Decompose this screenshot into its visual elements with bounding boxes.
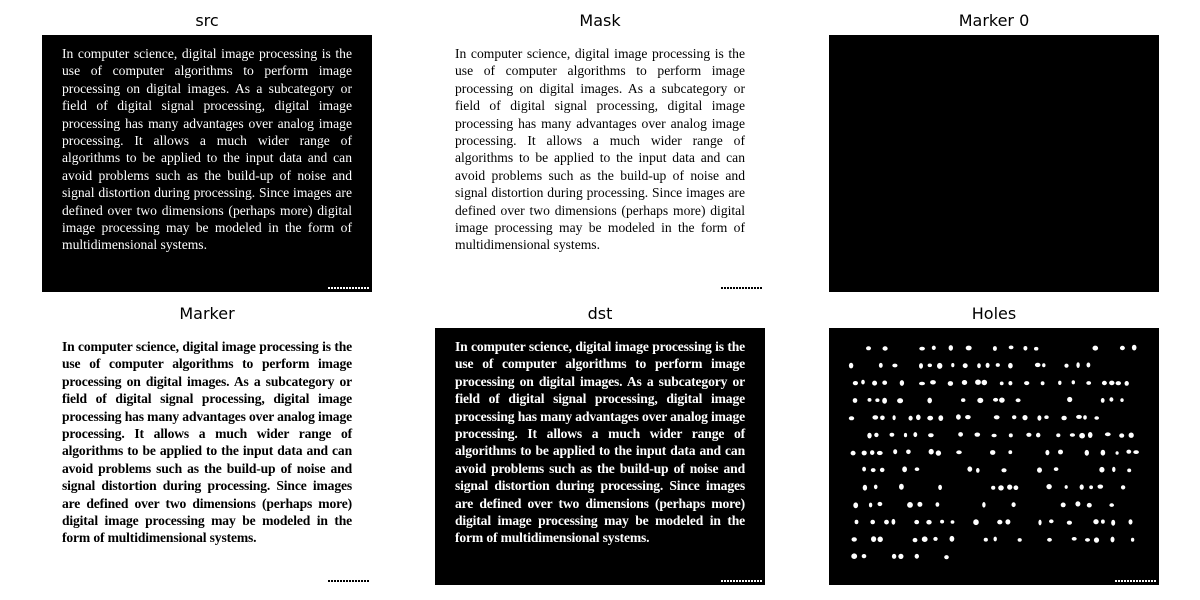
hole-blob bbox=[996, 363, 1000, 367]
hole-blob bbox=[919, 382, 925, 386]
hole-blob bbox=[993, 346, 997, 351]
hole-blob bbox=[866, 346, 871, 350]
hole-blob bbox=[916, 415, 921, 421]
hole-blob bbox=[982, 502, 985, 508]
dst-text: In computer science, digital image processing is the use of computer algorithms to perform image processing on digital images. As a subcategory or field of digital signal processing, digital image processing has many advantages over analog image processing. It allows a much wider range of algorithms to be applied to the input data and can avoid problems such as the build-up of noise and signal distortion during processing. Since images are defined over two dimensions (perhaps more) digital image processing may be modeled in the form of multidimensional systems. bbox=[455, 339, 745, 546]
hole-blob bbox=[1065, 485, 1068, 489]
hole-blob bbox=[1072, 380, 1075, 384]
hole-blob bbox=[1067, 397, 1072, 402]
hole-blob bbox=[1075, 501, 1080, 506]
hole-blob bbox=[1035, 363, 1041, 367]
hole-blob bbox=[986, 363, 990, 368]
hole-blob bbox=[1024, 381, 1029, 385]
hole-blob bbox=[1022, 415, 1027, 420]
hole-blob bbox=[927, 398, 932, 404]
hole-blob bbox=[853, 398, 858, 403]
hole-blob bbox=[869, 503, 872, 508]
holes-footer-mark bbox=[1115, 580, 1157, 582]
hole-blob bbox=[890, 433, 895, 437]
hole-blob bbox=[1093, 346, 1099, 351]
hole-blob bbox=[872, 381, 877, 386]
hole-blob bbox=[938, 485, 942, 490]
hole-blob bbox=[1088, 432, 1093, 438]
hole-blob bbox=[1086, 381, 1091, 385]
hole-blob bbox=[1016, 398, 1021, 402]
hole-blob bbox=[877, 451, 883, 455]
hole-blob bbox=[897, 398, 903, 403]
hole-blob bbox=[874, 433, 878, 437]
hole-blob bbox=[853, 502, 858, 508]
hole-blob bbox=[932, 346, 936, 350]
hole-blob bbox=[940, 520, 944, 524]
hole-blob bbox=[994, 537, 997, 542]
hole-blob bbox=[1121, 485, 1125, 489]
hole-blob bbox=[973, 519, 979, 525]
hole-blob bbox=[948, 381, 953, 386]
hole-blob bbox=[1008, 450, 1012, 454]
hole-blob bbox=[1101, 450, 1106, 456]
hole-blob bbox=[1083, 415, 1087, 419]
hole-blob bbox=[1119, 433, 1124, 437]
hole-blob bbox=[997, 520, 1002, 525]
hole-blob bbox=[1109, 503, 1114, 507]
hole-blob bbox=[1047, 538, 1052, 542]
hole-blob bbox=[991, 486, 995, 490]
hole-blob bbox=[1036, 433, 1040, 438]
hole-blob bbox=[1045, 450, 1049, 455]
hole-blob bbox=[863, 485, 867, 491]
hole-blob bbox=[1009, 433, 1013, 437]
hole-blob bbox=[899, 484, 904, 490]
hole-blob bbox=[913, 538, 918, 542]
hole-blob bbox=[880, 468, 885, 472]
hole-blob bbox=[1026, 433, 1031, 437]
hole-blob bbox=[878, 502, 883, 506]
hole-blob bbox=[1001, 468, 1006, 472]
hole-blob bbox=[909, 416, 913, 421]
hole-blob bbox=[1116, 451, 1119, 455]
hole-blob bbox=[1061, 416, 1066, 421]
hole-blob bbox=[975, 433, 981, 437]
hole-blob bbox=[855, 520, 859, 524]
dst-title: dst bbox=[587, 304, 613, 323]
hole-blob bbox=[1038, 520, 1041, 526]
hole-blob bbox=[975, 380, 981, 385]
hole-blob bbox=[1049, 519, 1054, 523]
hole-blob bbox=[1076, 362, 1079, 368]
hole-blob bbox=[913, 432, 917, 437]
hole-blob bbox=[872, 415, 878, 419]
hole-blob bbox=[928, 433, 934, 437]
hole-blob bbox=[949, 345, 953, 351]
hole-blob bbox=[900, 380, 904, 386]
hole-blob bbox=[915, 467, 920, 471]
hole-blob bbox=[917, 502, 922, 507]
hole-blob bbox=[936, 502, 940, 507]
hole-blob bbox=[1007, 485, 1012, 490]
hole-blob bbox=[1012, 415, 1016, 419]
hole-blob bbox=[1102, 381, 1107, 385]
hole-blob bbox=[892, 554, 896, 559]
hole-blob bbox=[1085, 450, 1089, 456]
src-image bbox=[42, 35, 372, 292]
hole-blob bbox=[870, 450, 874, 455]
hole-blob bbox=[1089, 485, 1093, 489]
hole-blob bbox=[919, 347, 925, 351]
hole-blob bbox=[993, 398, 998, 402]
hole-blob bbox=[1109, 381, 1114, 386]
hole-blob bbox=[976, 468, 980, 473]
hole-blob bbox=[1129, 519, 1133, 524]
hole-blob bbox=[862, 451, 867, 456]
hole-blob bbox=[868, 398, 872, 402]
hole-blob bbox=[977, 363, 981, 368]
hole-blob bbox=[1120, 346, 1125, 350]
marker-image bbox=[42, 328, 372, 585]
hole-blob bbox=[951, 520, 955, 524]
hole-blob bbox=[871, 468, 876, 472]
mask-image bbox=[435, 35, 765, 292]
hole-blob bbox=[1072, 537, 1077, 541]
hole-blob bbox=[961, 398, 965, 402]
hole-blob bbox=[958, 432, 963, 437]
hole-blob bbox=[1034, 347, 1038, 351]
mask-footer-mark bbox=[721, 287, 763, 289]
hole-blob bbox=[884, 520, 889, 525]
marker0-title: Marker 0 bbox=[958, 11, 1030, 30]
hole-blob bbox=[1109, 397, 1113, 401]
hole-blob bbox=[1054, 467, 1059, 471]
hole-blob bbox=[1133, 450, 1139, 454]
hole-blob bbox=[867, 433, 871, 439]
hole-blob bbox=[907, 502, 913, 508]
hole-blob bbox=[1056, 433, 1060, 437]
hole-blob bbox=[906, 450, 911, 455]
hole-blob bbox=[1044, 415, 1048, 419]
hole-blob bbox=[962, 380, 967, 385]
hole-blob bbox=[1041, 381, 1045, 385]
hole-blob bbox=[1094, 416, 1099, 420]
marker-footer-mark bbox=[328, 580, 370, 582]
holes-dot-field bbox=[829, 328, 1159, 585]
hole-blob bbox=[853, 381, 858, 385]
hole-blob bbox=[1101, 398, 1105, 403]
hole-blob bbox=[926, 520, 931, 525]
hole-blob bbox=[892, 364, 897, 368]
hole-blob bbox=[1112, 467, 1115, 472]
hole-blob bbox=[967, 466, 972, 471]
hole-blob bbox=[1129, 433, 1134, 438]
hole-blob bbox=[1126, 450, 1131, 454]
hole-blob bbox=[1120, 398, 1123, 402]
hole-blob bbox=[998, 485, 1004, 490]
hole-blob bbox=[938, 415, 943, 421]
hole-blob bbox=[882, 398, 887, 404]
hole-blob bbox=[1009, 346, 1014, 350]
hole-blob bbox=[1070, 433, 1075, 437]
hole-blob bbox=[883, 346, 888, 350]
hole-blob bbox=[1125, 381, 1129, 386]
hole-blob bbox=[950, 536, 955, 542]
hole-blob bbox=[878, 537, 883, 543]
mask-title: Mask bbox=[579, 11, 621, 30]
hole-blob bbox=[1132, 345, 1137, 351]
hole-blob bbox=[937, 363, 942, 369]
hole-blob bbox=[990, 450, 995, 455]
hole-blob bbox=[861, 380, 865, 385]
hole-blob bbox=[1058, 450, 1063, 455]
hole-blob bbox=[1127, 469, 1131, 473]
hole-blob bbox=[1037, 415, 1041, 420]
hole-blob bbox=[956, 450, 962, 454]
hole-blob bbox=[1111, 520, 1115, 526]
hole-blob bbox=[982, 380, 988, 385]
hole-blob bbox=[851, 553, 857, 559]
hole-blob bbox=[1116, 381, 1121, 385]
hole-blob bbox=[898, 554, 903, 559]
hole-blob bbox=[870, 520, 875, 525]
hole-blob bbox=[1061, 503, 1066, 508]
hole-blob bbox=[1067, 521, 1072, 525]
hole-blob bbox=[1058, 381, 1061, 385]
holes-image bbox=[829, 328, 1159, 585]
src-text: In computer science, digital image processing is the use of computer algorithms to perform image processing on digital images. As a subcategory or field of digital signal processing, digital image processing has many advantages over analog image processing. It allows a much wider range of algorithms to be applied to the input data and can avoid problems such as the build-up of noise and signal distortion during processing. Since images are defined over two dimensions (perhaps more) digital image processing may be modeled in the form of multidimensional systems. bbox=[62, 46, 352, 253]
hole-blob bbox=[849, 416, 854, 420]
hole-blob bbox=[1093, 519, 1098, 524]
hole-blob bbox=[929, 449, 934, 455]
hole-blob bbox=[1094, 537, 1099, 542]
hole-blob bbox=[1080, 484, 1084, 489]
hole-blob bbox=[893, 449, 897, 454]
hole-blob bbox=[892, 519, 896, 525]
hole-blob bbox=[862, 554, 867, 558]
hole-blob bbox=[1037, 467, 1042, 472]
hole-blob bbox=[927, 416, 933, 421]
hole-blob bbox=[922, 536, 928, 542]
hole-blob bbox=[875, 398, 879, 402]
src-footer-mark bbox=[328, 287, 370, 289]
marker0-image bbox=[829, 35, 1159, 292]
hole-blob bbox=[893, 415, 896, 420]
hole-blob bbox=[919, 363, 923, 369]
hole-blob bbox=[994, 415, 1000, 419]
marker-text: In computer science, digital image processing is the use of computer algorithms to perform image processing on digital images. As a subcategory or field of digital signal processing, digital image processing has many advantages over analog image processing. It allows a much wider range of algorithms to be applied to the input data and can avoid problems such as the build-up of noise and signal distortion during processing. Since images are defined over two dimensions (perhaps more) digital image processing may be modeled in the form of multidimensional systems. bbox=[62, 339, 352, 546]
hole-blob bbox=[977, 398, 983, 403]
hole-blob bbox=[1023, 346, 1027, 351]
hole-blob bbox=[1076, 415, 1082, 419]
hole-blob bbox=[1085, 538, 1090, 542]
mask-text: In computer science, digital image processing is the use of computer algorithms to perform image processing on digital images. As a subcategory or field of digital signal processing, digital image processing has many advantages over analog image processing. It allows a much wider range of algorithms to be applied to the input data and can avoid problems such as the build-up of noise and signal distortion during processing. Since images are defined over two dimensions (perhaps more) digital image processing may be modeled in the form of multidimensional systems. bbox=[455, 46, 745, 253]
hole-blob bbox=[944, 555, 949, 559]
hole-blob bbox=[1087, 503, 1092, 508]
hole-blob bbox=[1079, 433, 1085, 439]
hole-blob bbox=[1008, 381, 1012, 385]
hole-blob bbox=[1087, 363, 1091, 368]
dst-footer-mark bbox=[721, 580, 763, 582]
hole-blob bbox=[965, 415, 971, 419]
hole-blob bbox=[956, 414, 961, 419]
hole-blob bbox=[914, 520, 919, 524]
hole-blob bbox=[1098, 485, 1104, 489]
hole-blob bbox=[874, 485, 878, 490]
hole-blob bbox=[1111, 537, 1115, 543]
hole-blob bbox=[984, 538, 988, 542]
hole-blob bbox=[1101, 520, 1105, 524]
hole-blob bbox=[1000, 382, 1004, 386]
hole-blob bbox=[951, 363, 954, 367]
hole-blob bbox=[928, 364, 932, 368]
hole-blob bbox=[1042, 363, 1045, 367]
hole-blob bbox=[852, 537, 857, 541]
hole-blob bbox=[930, 380, 936, 384]
hole-blob bbox=[880, 416, 885, 421]
hole-blob bbox=[1099, 467, 1104, 473]
hole-blob bbox=[1046, 484, 1051, 489]
hole-blob bbox=[871, 536, 876, 542]
hole-blob bbox=[1105, 432, 1111, 436]
src-title: src bbox=[195, 11, 219, 30]
hole-blob bbox=[1018, 538, 1022, 542]
hole-blob bbox=[879, 363, 883, 368]
hole-blob bbox=[966, 346, 972, 351]
marker-title: Marker bbox=[179, 304, 235, 323]
hole-blob bbox=[992, 434, 997, 438]
hole-blob bbox=[963, 363, 968, 368]
hole-blob bbox=[933, 537, 937, 541]
holes-title: Holes bbox=[971, 304, 1017, 323]
hole-blob bbox=[882, 381, 887, 385]
hole-blob bbox=[1131, 538, 1134, 542]
hole-blob bbox=[1012, 502, 1016, 507]
hole-blob bbox=[1005, 519, 1010, 524]
hole-blob bbox=[1014, 485, 1019, 490]
hole-blob bbox=[904, 433, 907, 437]
hole-blob bbox=[849, 363, 853, 369]
hole-blob bbox=[936, 450, 941, 455]
hole-blob bbox=[862, 467, 866, 472]
dst-image bbox=[435, 328, 765, 585]
hole-blob bbox=[851, 451, 856, 456]
hole-blob bbox=[902, 466, 907, 472]
hole-blob bbox=[915, 554, 919, 559]
hole-blob bbox=[1064, 364, 1068, 368]
hole-blob bbox=[999, 398, 1005, 403]
hole-blob bbox=[1008, 363, 1013, 369]
